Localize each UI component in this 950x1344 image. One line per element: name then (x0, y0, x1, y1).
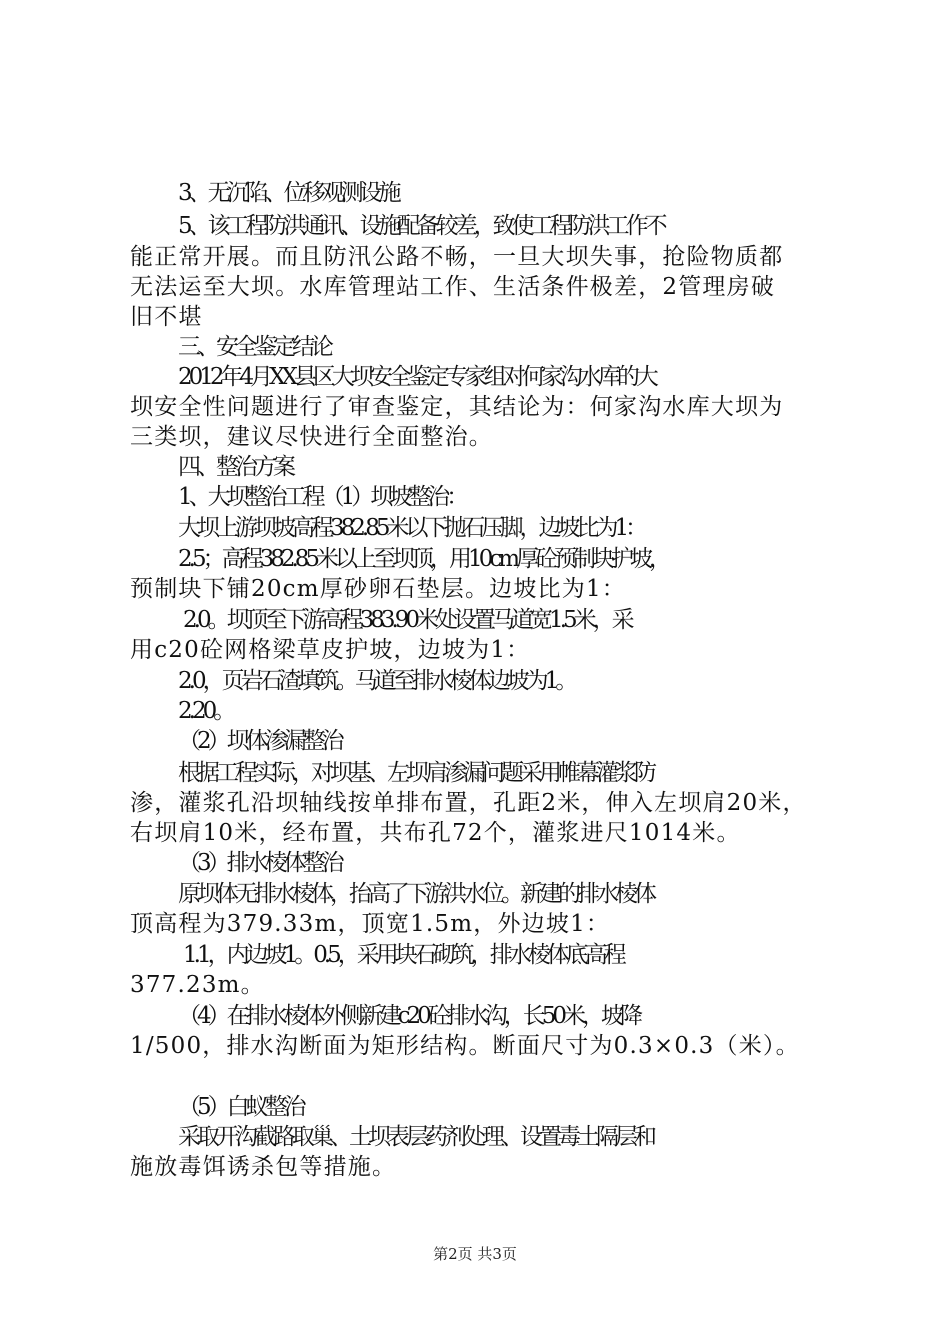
paragraph-line: 大坝上游坝坡高程382.85米以下抛石压脚，边坡比为1： (178, 515, 645, 541)
paragraph-line: 2.0，页岩石渣填筑。马道至排水棱体边坡为1。 (178, 668, 575, 694)
paragraph-line: 2012年4月XX县区大坝安全鉴定专家组对何家沟水库的大 (178, 364, 655, 390)
paragraph-line: 1.1，内边坡1。0.5，采用块石砌筑，排水棱体底高程 (183, 942, 623, 968)
paragraph-line: 5、该工程防洪通讯、设施配备较差，致使工程防洪工作不 (178, 213, 664, 239)
paragraph-line: 三类坝，建议尽快进行全面整治。 (130, 424, 493, 450)
paragraph-line: 1/500，排水沟断面为矩形结构。断面尺寸为0.3×0.3（米）。 (130, 1033, 800, 1059)
paragraph-line: 无法运至大坝。水库管理站工作、生活条件极差，2管理房破 (130, 274, 776, 300)
paragraph-line: 2.5；高程382.85米以上至坝顶，用10cm厚砼预制块护坡， (178, 546, 669, 572)
paragraph-line: 顶高程为379.33m，顶宽1.5m，外边坡1： (130, 911, 611, 937)
paragraph-line: 右坝肩10米，经布置，共布孔72个，灌浆进尺1014米。 (130, 820, 741, 846)
paragraph-line: 施放毒饵诱杀包等措施。 (130, 1154, 397, 1180)
paragraph-line: 预制块下铺20cm厚砂卵石垫层。边坡比为1： (130, 576, 626, 602)
section-heading: 四、整治方案 (178, 454, 292, 480)
paragraph-line: 旧不堪 (130, 304, 203, 330)
subsection-heading: （5）白蚁整治 (178, 1094, 303, 1120)
paragraph-line: 能正常开展。而且防汛公路不畅，一旦大坝失事，抢险物质都 (130, 244, 784, 270)
paragraph-line: 377.23m。 (130, 972, 265, 998)
paragraph-line: 坝安全性问题进行了审查鉴定，其结论为：何家沟水库大坝为 (130, 394, 784, 420)
paragraph-line: 根据工程实际，对坝基、左坝肩渗漏问题采用帷幕灌浆防 (178, 760, 653, 786)
subsection-heading: （2）坝体渗漏整治 (178, 728, 341, 754)
paragraph-line: （4）在排水棱体外侧新建c20砼排水沟，长50米，坡降 (178, 1003, 640, 1029)
paragraph-line: 采取开沟截路取巢、土坝表层药剂处理、设置毒土隔层和 (178, 1124, 653, 1150)
page-number-footer: 第2页 共3页 (433, 1245, 517, 1263)
subsection-heading: （3）排水棱体整治 (178, 850, 341, 876)
paragraph-line: 2.0。坝顶至下游高程383.90米处设置马道宽1.5米，采 (183, 607, 631, 633)
subsection-heading: 1、大坝整治工程（1）坝坡整治： (178, 484, 466, 510)
paragraph-line: 渗，灌浆孔沿坝轴线按单排布置，孔距2米，伸入左坝肩20米， (130, 790, 807, 816)
section-heading: 三、安全鉴定结论 (178, 334, 330, 360)
paragraph-line: 原坝体无排水棱体，抬高了下游洪水位。新建的排水棱体 (178, 881, 653, 907)
paragraph-line: 用c20砼网格梁草皮护坡，边坡为1： (130, 637, 531, 663)
paragraph-line: 2.20。 (178, 698, 233, 724)
paragraph-line: 3、无沉陷、位移观测设施 (178, 180, 398, 206)
